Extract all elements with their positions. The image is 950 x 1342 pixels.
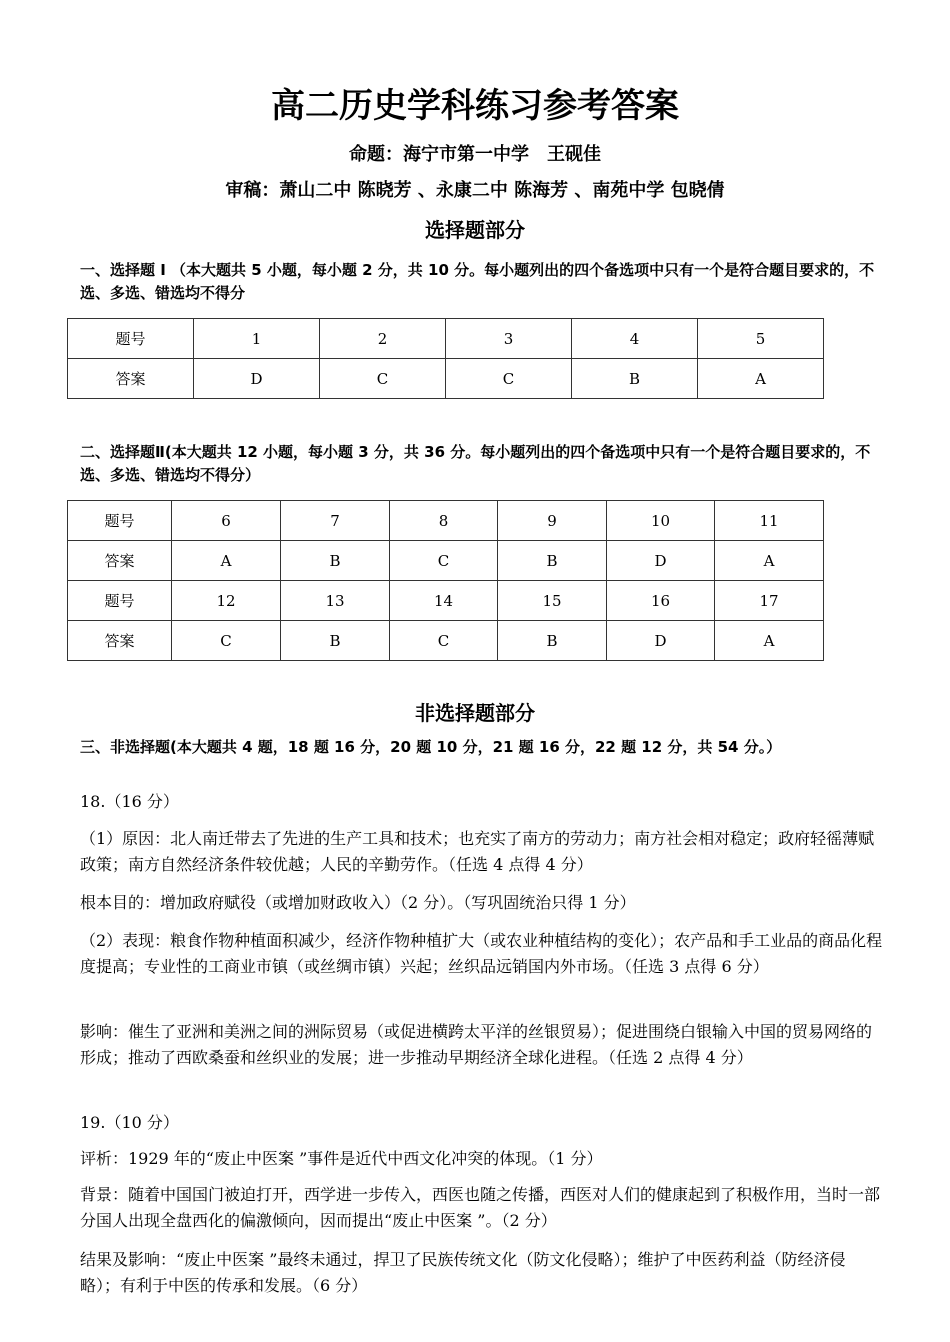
question-number: 2 — [320, 319, 446, 359]
answer-cell: C — [172, 621, 281, 661]
answer-cell: C — [320, 359, 446, 399]
table-row — [68, 359, 824, 399]
answer-cell: B — [572, 359, 698, 399]
question-number: 5 — [698, 319, 824, 359]
row-label-answer: 答案 — [68, 359, 194, 399]
part3-instruction: 三、非选择题(本大题共 4 题，18 题 16 分，20 题 10 分，21 题 16 分，22 题 12 分，共 54 分。） — [80, 738, 782, 756]
q18-paragraph-2: 根本目的：增加政府赋役（或增加财政收入）（2 分）。（写巩固统治只得 1 分） — [80, 893, 636, 912]
author-line: 命题：海宁市第一中学 王砚佳 — [349, 144, 601, 165]
q19-paragraph-2: 背景：随着中国国门被迫打开，西学进一步传入，西医也随之传播，西医对人们的健康起到了积极作用，当时一部分国人出现全盘西化的偏激倾向，因而提出“废止中医案 ”。（2 分） — [80, 1185, 881, 1230]
answer-cell: B — [281, 621, 390, 661]
question-number: 14 — [390, 581, 498, 621]
question-number: 11 — [715, 501, 824, 541]
q19-label: 19.（10 分） — [80, 1113, 179, 1132]
answer-cell: A — [698, 359, 824, 399]
choice-section-heading: 选择题部分 — [425, 218, 525, 242]
question-number: 6 — [172, 501, 281, 541]
part1-answer-table — [67, 318, 824, 399]
question-number: 4 — [572, 319, 698, 359]
answer-cell: A — [172, 541, 281, 581]
answer-cell: A — [715, 541, 824, 581]
answer-cell: C — [390, 621, 498, 661]
question-number: 3 — [446, 319, 572, 359]
q18-paragraph-1: （1）原因：北人南迁带去了先进的生产工具和技术；也充实了南方的劳动力；南方社会相对稳定；政府轻徭薄赋政策；南方自然经济条件较优越；人民的辛勤劳作。（任选 4 点得 4 分） — [80, 829, 875, 874]
question-number: 17 — [715, 581, 824, 621]
question-number: 9 — [498, 501, 607, 541]
q19-paragraph-1: 评析：1929 年的“废止中医案 ”事件是近代中西文化冲突的体现。（1 分） — [80, 1149, 603, 1168]
part2-answer-table — [67, 500, 824, 661]
table-row — [68, 319, 824, 359]
question-number: 12 — [172, 581, 281, 621]
review-line: 审稿：萧山二中 陈晓芳 、永康二中 陈海芳 、南苑中学 包晓倩 — [225, 180, 725, 201]
question-number: 8 — [390, 501, 498, 541]
question-number: 16 — [607, 581, 715, 621]
table-row — [68, 501, 824, 541]
row-label-number: 题号 — [68, 581, 172, 621]
answer-cell: D — [607, 541, 715, 581]
part1-instruction: 一、选择题 Ⅰ （本大题共 5 小题，每小题 2 分，共 10 分。每小题列出的四个备选项中只有一个是符合题目要求的，不选、多选、错选均不得分 — [80, 261, 875, 302]
answer-cell: C — [390, 541, 498, 581]
part2-instruction: 二、选择题Ⅱ(本大题共 12 小题，每小题 3 分，共 36 分。每小题列出的四个备选项中只有一个是符合题目要求的，不选、多选、错选均不得分） — [80, 443, 871, 484]
table-row — [68, 621, 824, 661]
q18-label: 18.（16 分） — [80, 792, 179, 811]
question-number: 15 — [498, 581, 607, 621]
q18-paragraph-3: （2）表现：粮食作物种植面积减少，经济作物种植扩大（或农业种植结构的变化）；农产品和手工业品的商品化程度提高；专业性的工商业市镇（或丝绸市镇）兴起；丝织品远销国内外市场。（任选 3 点得 6 分） — [80, 931, 883, 976]
answer-cell: D — [607, 621, 715, 661]
question-number: 10 — [607, 501, 715, 541]
answer-cell: B — [498, 621, 607, 661]
row-label-number: 题号 — [68, 501, 172, 541]
row-label-answer: 答案 — [68, 621, 172, 661]
answer-cell: C — [446, 359, 572, 399]
question-number: 7 — [281, 501, 390, 541]
answer-cell: B — [498, 541, 607, 581]
table-row — [68, 581, 824, 621]
q19-paragraph-3: 结果及影响：“废止中医案 ”最终未通过，捍卫了民族传统文化（防文化侵略）；维护了中医药利益（防经济侵略）；有利于中医的传承和发展。（6 分） — [80, 1250, 846, 1295]
row-label-answer: 答案 — [68, 541, 172, 581]
answer-cell: D — [194, 359, 320, 399]
question-number: 1 — [194, 319, 320, 359]
answer-cell: A — [715, 621, 824, 661]
row-label-number: 题号 — [68, 319, 194, 359]
nonchoice-section-heading: 非选择题部分 — [415, 701, 535, 725]
table-row — [68, 541, 824, 581]
page-title: 高二历史学科练习参考答案 — [271, 86, 679, 126]
question-number: 13 — [281, 581, 390, 621]
q18-paragraph-4: 影响：催生了亚洲和美洲之间的洲际贸易（或促进横跨太平洋的丝银贸易）；促进围绕白银输入中国的贸易网络的形成；推动了西欧桑蚕和丝织业的发展；进一步推动早期经济全球化进程。（任选 2 点得 4 分） — [80, 1022, 873, 1067]
answer-cell: B — [281, 541, 390, 581]
